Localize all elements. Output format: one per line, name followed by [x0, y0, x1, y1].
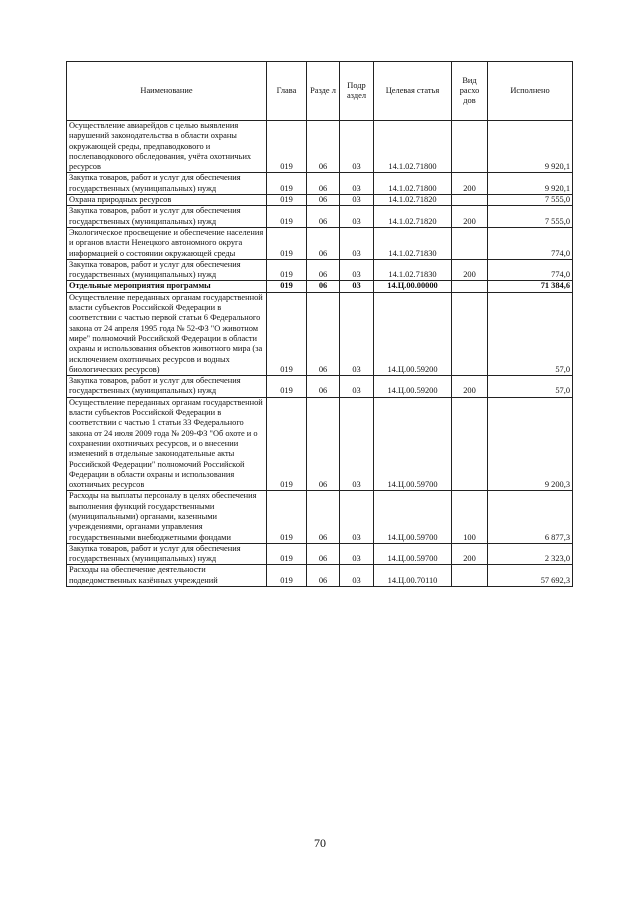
row-vid-cell: 200: [452, 259, 488, 281]
row-celevaya-cell: 14.1.02.71800: [374, 173, 452, 195]
row-name-cell: Расходы на выплаты персоналу в целях обеспечения выполнения функций государственными (муниципальными) органами, казенными учреждениями, органами управления государственными внебюджетными фондами: [67, 491, 267, 543]
row-ispolneno-cell: 7 555,0: [488, 206, 573, 228]
row-razdel-cell: 06: [307, 376, 340, 398]
row-vid-cell: 100: [452, 491, 488, 543]
row-name-cell: Расходы на обеспечение деятельности подведомственных казённых учреждений: [67, 565, 267, 587]
table-row: [67, 173, 573, 195]
row-celevaya-cell: 14.Ц.00.00000: [374, 281, 452, 292]
row-razdel-cell: 06: [307, 543, 340, 565]
row-ispolneno-cell: 57,0: [488, 376, 573, 398]
row-podrazdel-cell: 03: [340, 397, 374, 491]
row-glava-cell: 019: [267, 281, 307, 292]
row-razdel-cell: 06: [307, 281, 340, 292]
row-vid-cell: 200: [452, 543, 488, 565]
row-glava-cell: 019: [267, 543, 307, 565]
row-podrazdel-cell: 03: [340, 259, 374, 281]
row-podrazdel-cell: 03: [340, 227, 374, 259]
table-row: [67, 121, 573, 173]
row-glava-cell: 019: [267, 206, 307, 228]
row-vid-cell: 200: [452, 376, 488, 398]
row-vid-cell: [452, 227, 488, 259]
row-vid-cell: 200: [452, 173, 488, 195]
row-celevaya-cell: 14.1.02.71830: [374, 259, 452, 281]
row-glava-cell: 019: [267, 491, 307, 543]
row-vid-cell: [452, 292, 488, 375]
row-podrazdel-cell: 03: [340, 491, 374, 543]
row-name-cell: Закупка товаров, работ и услуг для обеспечения государственных (муниципальных) нужд: [67, 259, 267, 281]
row-podrazdel-cell: 03: [340, 543, 374, 565]
row-ispolneno-cell: 9 920,1: [488, 173, 573, 195]
row-podrazdel-cell: 03: [340, 206, 374, 228]
table-row: [67, 259, 573, 281]
row-vid-cell: 200: [452, 206, 488, 228]
row-name-cell: Закупка товаров, работ и услуг для обеспечения государственных (муниципальных) нужд: [67, 543, 267, 565]
row-glava-cell: 019: [267, 292, 307, 375]
row-glava-cell: 019: [267, 173, 307, 195]
row-vid-cell: [452, 121, 488, 173]
row-name-cell: Осуществление переданных органам государственной власти субъектов Российской Федерации в соответствии с частью 1 статьи 33 Федерального закона от 24 июля 2009 года № 209-ФЗ "Об охоте и о сохранении охотничьих ресурсов, и о внесении изменений в отдельные законодательные акты Российской Федерации" полномочий Российской Федерации в области охраны и использования охотничьих ресурсов: [67, 397, 267, 491]
header-podrazdel: Подр аздел: [340, 62, 374, 121]
row-celevaya-cell: 14.Ц.00.59200: [374, 376, 452, 398]
page-number: 70: [314, 836, 326, 850]
row-podrazdel-cell: 03: [340, 292, 374, 375]
row-razdel-cell: 06: [307, 292, 340, 375]
row-celevaya-cell: 14.Ц.00.59200: [374, 292, 452, 375]
header-vid: Вид расхо дов: [452, 62, 488, 121]
table-row: [67, 195, 573, 206]
header-celevaya: Целевая статья: [374, 62, 452, 121]
row-ispolneno-cell: 6 877,3: [488, 491, 573, 543]
row-ispolneno-cell: 57,0: [488, 292, 573, 375]
table-row: [67, 292, 573, 375]
row-glava-cell: 019: [267, 376, 307, 398]
header-glava: Глава: [267, 62, 307, 121]
row-celevaya-cell: 14.1.02.71820: [374, 206, 452, 228]
table-header-row: [67, 62, 573, 121]
row-name-cell: Отдельные мероприятия программы: [67, 281, 267, 292]
row-razdel-cell: 06: [307, 173, 340, 195]
row-ispolneno-cell: 774,0: [488, 227, 573, 259]
row-name-cell: Осуществление авиарейдов с целью выявления нарушений законодательства в области охраны окружающей среды, предпаводкового и послепаводкового обследования, учёта охотничьих ресурсов: [67, 121, 267, 173]
table-row: [67, 491, 573, 543]
row-vid-cell: [452, 565, 488, 587]
row-razdel-cell: 06: [307, 121, 340, 173]
row-celevaya-cell: 14.Ц.00.70110: [374, 565, 452, 587]
row-vid-cell: [452, 281, 488, 292]
row-razdel-cell: 06: [307, 397, 340, 491]
header-ispolneno: Исполнено: [488, 62, 573, 121]
table-row: [67, 206, 573, 228]
row-razdel-cell: 06: [307, 227, 340, 259]
row-ispolneno-cell: 774,0: [488, 259, 573, 281]
row-ispolneno-cell: 9 200,3: [488, 397, 573, 491]
row-celevaya-cell: 14.1.02.71800: [374, 121, 452, 173]
row-name-cell: Экологическое просвещение и обеспечение населения и органов власти Ненецкого автономного округа информацией о состоянии окружающей среды: [67, 227, 267, 259]
row-glava-cell: 019: [267, 397, 307, 491]
row-vid-cell: [452, 397, 488, 491]
row-ispolneno-cell: 7 555,0: [488, 195, 573, 206]
row-name-cell: Осуществление переданных органам государственной власти субъектов Российской Федерации в соответствии с частью первой статьи 6 Федерального закона от 24 апреля 1995 года № 52-ФЗ "О животном мире" полномочий Российской Федерации в области охраны и использования объектов животного мира (за исключением охотничьих ресурсов и водных биологических ресурсов): [67, 292, 267, 375]
row-podrazdel-cell: 03: [340, 173, 374, 195]
row-ispolneno-cell: 71 384,6: [488, 281, 573, 292]
row-podrazdel-cell: 03: [340, 565, 374, 587]
row-razdel-cell: 06: [307, 195, 340, 206]
row-celevaya-cell: 14.Ц.00.59700: [374, 543, 452, 565]
row-celevaya-cell: 14.Ц.00.59700: [374, 397, 452, 491]
row-ispolneno-cell: 9 920,1: [488, 121, 573, 173]
row-name-cell: Закупка товаров, работ и услуг для обеспечения государственных (муниципальных) нужд: [67, 206, 267, 228]
table-row: [67, 281, 573, 292]
row-ispolneno-cell: 57 692,3: [488, 565, 573, 587]
header-razdel: Разде л: [307, 62, 340, 121]
row-name-cell: Закупка товаров, работ и услуг для обеспечения государственных (муниципальных) нужд: [67, 376, 267, 398]
row-ispolneno-cell: 2 323,0: [488, 543, 573, 565]
table-row: [67, 543, 573, 565]
table-row: [67, 397, 573, 491]
row-vid-cell: [452, 195, 488, 206]
row-glava-cell: 019: [267, 227, 307, 259]
row-name-cell: Охрана природных ресурсов: [67, 195, 267, 206]
row-glava-cell: 019: [267, 259, 307, 281]
row-podrazdel-cell: 03: [340, 281, 374, 292]
table-row: [67, 227, 573, 259]
row-glava-cell: 019: [267, 121, 307, 173]
row-glava-cell: 019: [267, 565, 307, 587]
table-row: [67, 565, 573, 587]
row-razdel-cell: 06: [307, 491, 340, 543]
row-glava-cell: 019: [267, 195, 307, 206]
table-body: [67, 121, 573, 587]
row-razdel-cell: 06: [307, 565, 340, 587]
row-podrazdel-cell: 03: [340, 121, 374, 173]
row-celevaya-cell: 14.Ц.00.59700: [374, 491, 452, 543]
table-row: [67, 376, 573, 398]
row-razdel-cell: 06: [307, 206, 340, 228]
row-podrazdel-cell: 03: [340, 376, 374, 398]
row-podrazdel-cell: 03: [340, 195, 374, 206]
row-celevaya-cell: 14.1.02.71820: [374, 195, 452, 206]
row-razdel-cell: 06: [307, 259, 340, 281]
header-name: Наименование: [67, 62, 267, 121]
row-celevaya-cell: 14.1.02.71830: [374, 227, 452, 259]
row-name-cell: Закупка товаров, работ и услуг для обеспечения государственных (муниципальных) нужд: [67, 173, 267, 195]
budget-table: [66, 61, 573, 587]
